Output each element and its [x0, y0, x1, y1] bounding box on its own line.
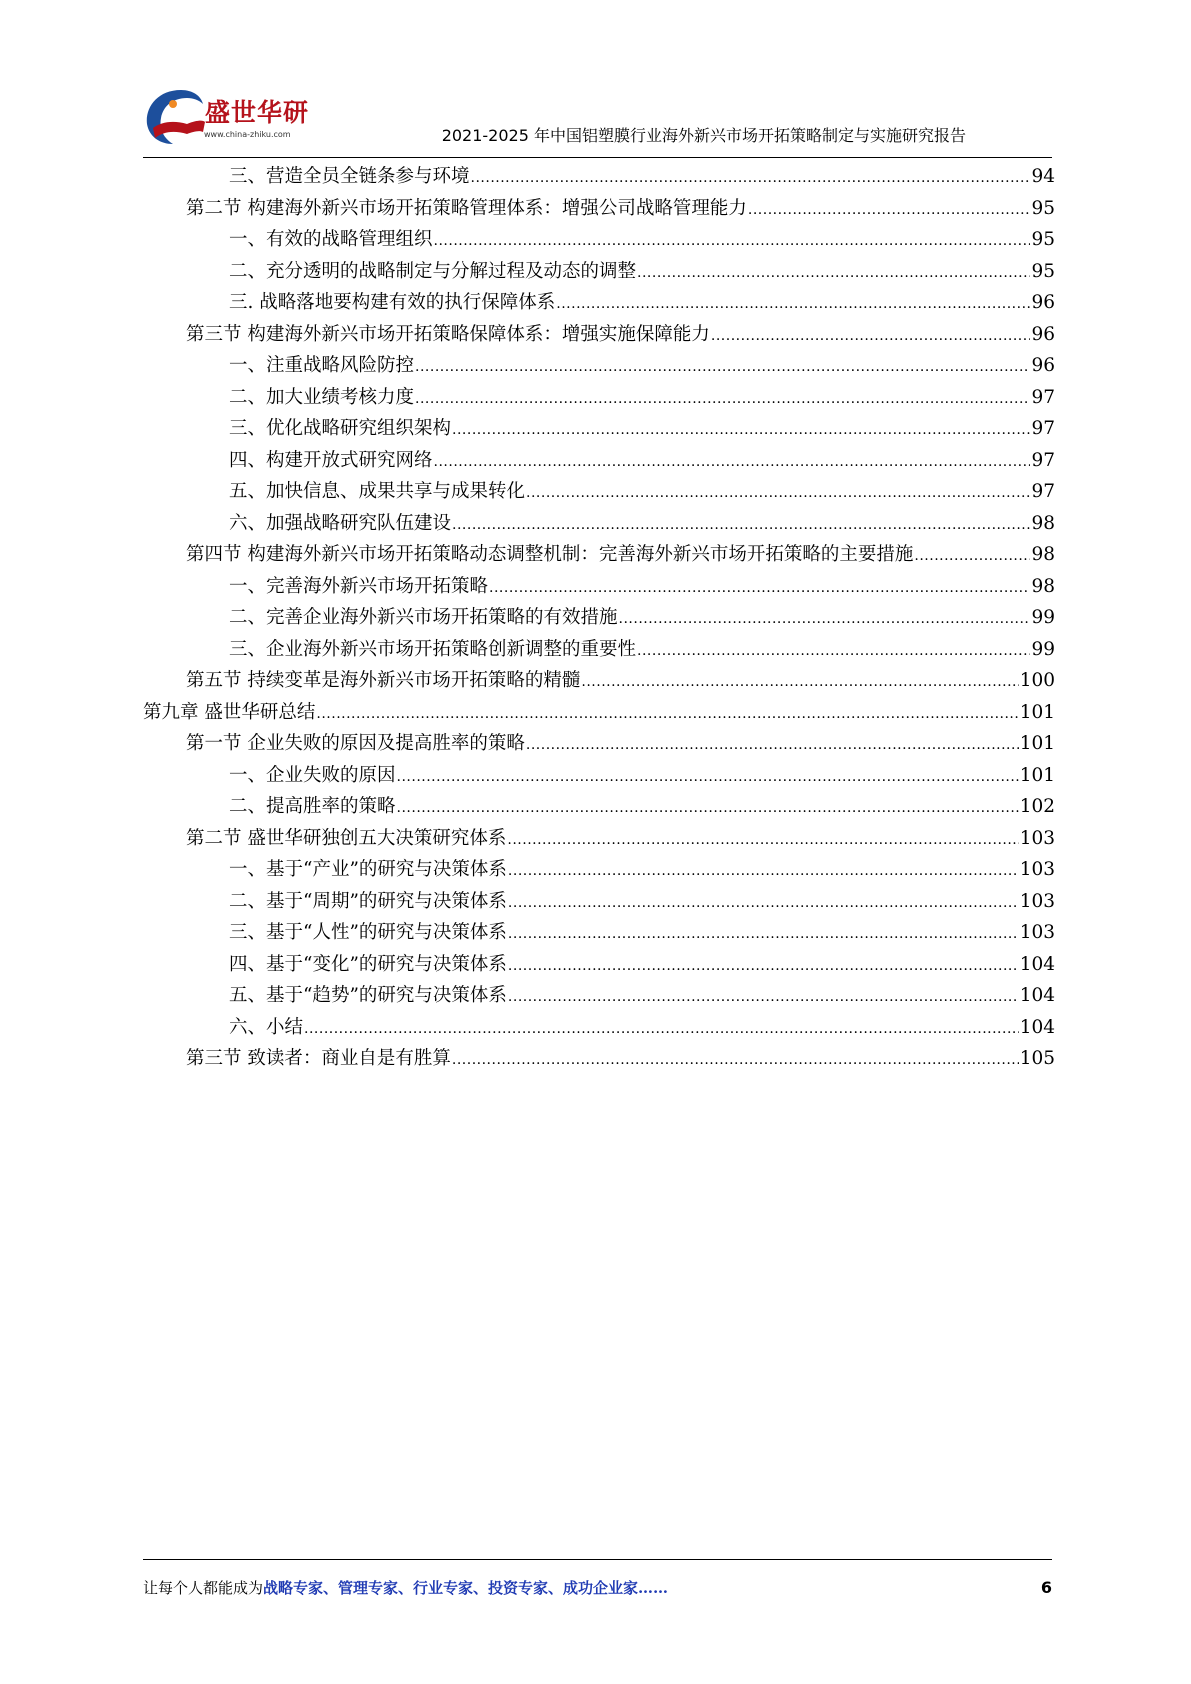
toc-entry-title: 三. 战略落地要构建有效的执行保障体系: [229, 292, 556, 313]
toc-entry-title: 一、企业失败的原因: [229, 764, 396, 786]
toc-entry-page: 95: [1031, 260, 1055, 282]
toc-entry-title: 五、基于“趋势”的研究与决策体系: [229, 985, 507, 1006]
toc-entry-page: 99: [1031, 638, 1055, 660]
toc-entry[interactable]: [143, 697, 1055, 729]
toc-entry-page: 103: [1019, 890, 1055, 912]
toc-entry-title: 一、注重战略风险防控: [229, 355, 415, 376]
toc-entry-title: 二、提高胜率的策略: [229, 796, 396, 817]
toc-entry-page: 98: [1031, 575, 1055, 597]
toc-entry[interactable]: [143, 980, 1055, 1012]
logo-url: www.china-zhiku.com: [204, 130, 291, 139]
toc-entry-title: 一、基于“产业”的研究与决策体系: [229, 859, 507, 880]
toc-entry-page: 100: [1019, 670, 1055, 691]
toc-entry-page: 103: [1019, 922, 1055, 943]
toc-entry-title: 四、基于“变化”的研究与决策体系: [229, 953, 507, 975]
toc-dot-leader: [397, 762, 1019, 794]
toc-entry-title: 第二节 构建海外新兴市场开拓策略管理体系：增强公司战略管理能力: [186, 197, 747, 219]
toc-entry-page: 96: [1031, 323, 1055, 345]
toc-entry-page: 97: [1031, 449, 1055, 471]
toc-entry[interactable]: [143, 602, 1055, 634]
toc-entry-title: 六、小结: [229, 1016, 304, 1038]
toc-entry-title: 第三节 致读者：商业自是有胜算: [186, 1048, 451, 1069]
toc-entry[interactable]: [143, 445, 1055, 477]
toc-entry-title: 二、基于“周期”的研究与决策体系: [229, 890, 507, 912]
table-of-contents: [143, 161, 1055, 1075]
toc-entry[interactable]: [143, 224, 1055, 256]
toc-dot-leader: [415, 352, 1030, 384]
toc-entry[interactable]: [143, 823, 1055, 855]
toc-entry-page: 94: [1031, 166, 1055, 187]
toc-entry-page: 104: [1019, 1016, 1055, 1038]
toc-entry[interactable]: [143, 854, 1055, 886]
toc-entry[interactable]: [143, 382, 1055, 414]
toc-entry[interactable]: [143, 728, 1055, 760]
toc-entry-page: 101: [1019, 733, 1055, 754]
toc-entry[interactable]: [143, 571, 1055, 603]
toc-dot-leader: [434, 226, 1031, 258]
toc-entry[interactable]: [143, 917, 1055, 949]
toc-dot-leader: [508, 919, 1019, 951]
toc-entry-title: 三、营造全员全链条参与环境: [229, 166, 470, 187]
toc-dot-leader: [748, 195, 1031, 227]
toc-entry[interactable]: [143, 508, 1055, 540]
toc-entry-page: 103: [1019, 859, 1055, 880]
toc-entry-page: 98: [1031, 544, 1055, 565]
toc-entry-page: 104: [1019, 985, 1055, 1006]
toc-entry[interactable]: [143, 256, 1055, 288]
toc-entry-title: 第五节 持续变革是海外新兴市场开拓策略的精髓: [186, 670, 581, 691]
toc-entry-title: 三、基于“人性”的研究与决策体系: [229, 922, 507, 943]
toc-dot-leader: [452, 510, 1030, 542]
toc-entry-title: 一、有效的战略管理组织: [229, 229, 433, 250]
toc-dot-leader: [637, 636, 1030, 668]
toc-entry[interactable]: [143, 287, 1055, 319]
toc-dot-leader: [581, 667, 1018, 699]
toc-dot-leader: [471, 163, 1031, 195]
toc-entry-page: 101: [1019, 701, 1055, 723]
header-divider: [143, 157, 1052, 158]
toc-entry[interactable]: [143, 1012, 1055, 1044]
toc-entry-title: 第四节 构建海外新兴市场开拓策略动态调整机制：完善海外新兴市场开拓策略的主要措施: [186, 544, 914, 565]
toc-dot-leader: [508, 856, 1019, 888]
toc-dot-leader: [304, 1014, 1019, 1046]
toc-entry-page: 96: [1031, 292, 1055, 313]
toc-dot-leader: [415, 384, 1030, 416]
toc-entry-title: 二、充分透明的战略制定与分解过程及动态的调整: [229, 260, 637, 282]
toc-entry-page: 96: [1031, 355, 1055, 376]
toc-entry[interactable]: [143, 665, 1055, 697]
toc-entry-title: 二、完善企业海外新兴市场开拓策略的有效措施: [229, 607, 618, 628]
toc-entry-page: 104: [1019, 953, 1055, 975]
toc-entry[interactable]: [143, 539, 1055, 571]
toc-dot-leader: [508, 951, 1019, 983]
toc-dot-leader: [526, 478, 1030, 510]
toc-entry-page: 105: [1019, 1048, 1055, 1069]
toc-entry[interactable]: [143, 413, 1055, 445]
toc-dot-leader: [711, 321, 1031, 353]
toc-dot-leader: [526, 730, 1019, 762]
toc-entry-page: 103: [1019, 827, 1055, 849]
toc-entry[interactable]: [143, 791, 1055, 823]
toc-entry-title: 五、加快信息、成果共享与成果转化: [229, 481, 526, 502]
toc-entry[interactable]: [143, 319, 1055, 351]
toc-entry[interactable]: [143, 350, 1055, 382]
toc-dot-leader: [914, 541, 1030, 573]
toc-entry-title: 三、优化战略研究组织架构: [229, 418, 452, 439]
toc-entry-page: 95: [1031, 229, 1055, 250]
toc-dot-leader: [508, 982, 1019, 1014]
toc-dot-leader: [397, 793, 1019, 825]
toc-entry[interactable]: [143, 634, 1055, 666]
toc-entry-page: 102: [1019, 796, 1055, 817]
toc-entry[interactable]: [143, 1043, 1055, 1075]
toc-entry-title: 一、完善海外新兴市场开拓策略: [229, 575, 489, 597]
toc-entry-page: 99: [1031, 607, 1055, 628]
page-number: 6: [1040, 1578, 1052, 1597]
toc-dot-leader: [489, 573, 1030, 605]
toc-dot-leader: [434, 447, 1031, 479]
toc-entry[interactable]: [143, 161, 1055, 193]
toc-entry-title: 第一节 企业失败的原因及提高胜率的策略: [186, 733, 525, 754]
toc-dot-leader: [556, 289, 1030, 321]
toc-entry-title: 四、构建开放式研究网络: [229, 449, 433, 471]
toc-entry-page: 97: [1031, 481, 1055, 502]
toc-dot-leader: [508, 888, 1019, 920]
toc-entry-page: 95: [1031, 197, 1055, 219]
toc-dot-leader: [619, 604, 1031, 636]
toc-entry[interactable]: [143, 949, 1055, 981]
toc-entry-title: 第二节 盛世华研独创五大决策研究体系: [186, 827, 507, 849]
toc-entry-title: 第九章 盛世华研总结: [143, 701, 316, 723]
toc-entry[interactable]: [143, 886, 1055, 918]
toc-entry-page: 101: [1019, 764, 1055, 786]
toc-dot-leader: [316, 699, 1018, 731]
toc-entry-page: 97: [1031, 386, 1055, 408]
toc-entry[interactable]: [143, 760, 1055, 792]
toc-entry-title: 六、加强战略研究队伍建设: [229, 512, 452, 534]
report-title: 2021-2025 年中国铝塑膜行业海外新兴市场开拓策略制定与实施研究报告: [441, 126, 966, 145]
footer-slogan-prefix: 让每个人都能成为: [143, 1579, 264, 1597]
footer-slogan: [143, 1581, 668, 1596]
toc-entry-title: 第三节 构建海外新兴市场开拓策略保障体系：增强实施保障能力: [186, 323, 710, 345]
toc-entry-page: 98: [1031, 512, 1055, 534]
toc-entry-title: 三、企业海外新兴市场开拓策略创新调整的重要性: [229, 638, 637, 660]
footer-slogan-highlight: 战略专家、管理专家、行业专家、投资专家、成功企业家……: [263, 1579, 669, 1597]
toc-entry[interactable]: [143, 476, 1055, 508]
toc-dot-leader: [452, 415, 1030, 447]
logo-text: 盛世华研: [205, 98, 310, 127]
footer-divider: [143, 1559, 1052, 1560]
toc-dot-leader: [637, 258, 1030, 290]
toc-dot-leader: [452, 1045, 1019, 1077]
toc-entry-page: 97: [1031, 418, 1055, 439]
toc-entry[interactable]: [143, 193, 1055, 225]
toc-entry-title: 二、加大业绩考核力度: [229, 386, 415, 408]
toc-dot-leader: [507, 825, 1018, 857]
